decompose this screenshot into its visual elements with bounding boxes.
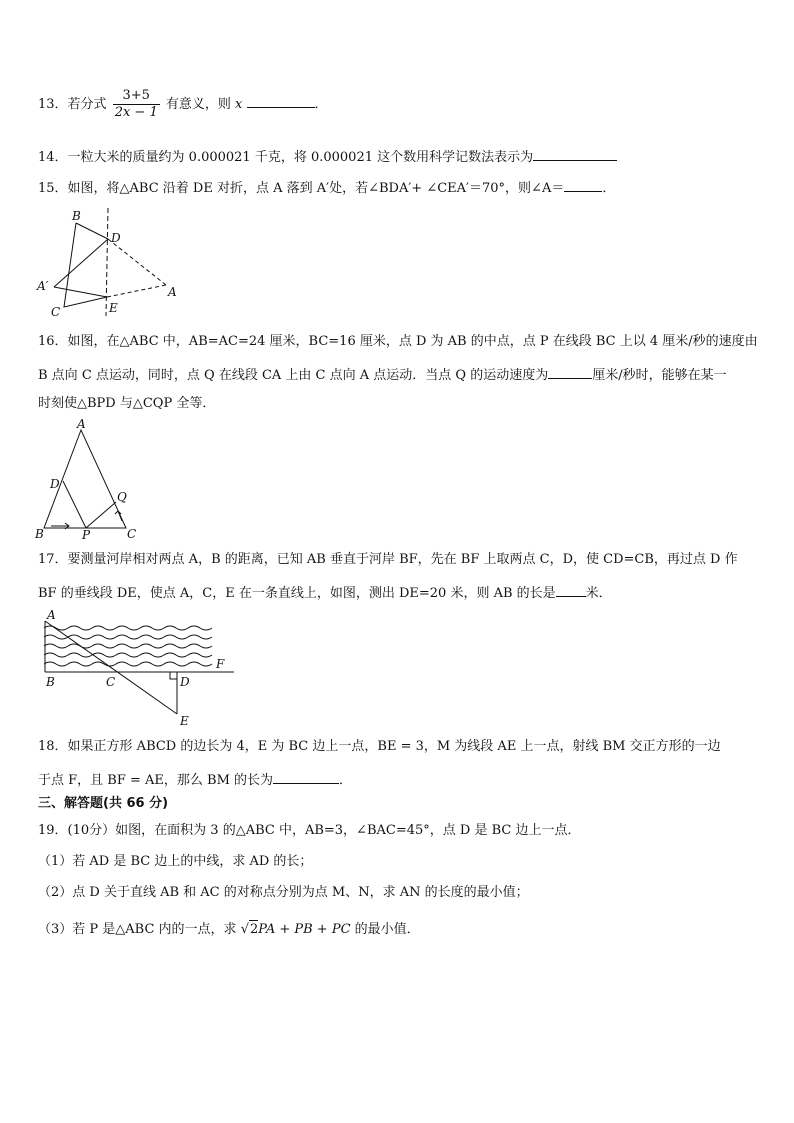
question-16-line-3: [38, 395, 215, 413]
question-18-line-1: [38, 738, 721, 756]
question-16-line-2: [38, 364, 727, 385]
q13-numerator: 3+5: [113, 88, 160, 105]
q17-line2b: 米．: [585, 586, 612, 601]
q15-answer-blank[interactable]: [564, 177, 602, 192]
q15-label-c: C: [51, 305, 61, 319]
q18-line2b: ．: [339, 773, 353, 788]
question-14: [38, 146, 617, 167]
question-15: [38, 177, 615, 198]
q16-line2b: 厘米/秒时，能够在某一: [592, 368, 727, 383]
question-17-line-2: [38, 582, 612, 603]
q15-label-b: B: [72, 209, 81, 223]
question-18-line-2: [38, 769, 352, 790]
q18-line1: 18．如果正方形 ABCD 的边长为 4，E 为 BC 边上一点，BE = 3，M 为线段 AE 上一点，射线 BM 交正方形的一边: [38, 739, 721, 754]
q13-answer-blank[interactable]: [247, 93, 315, 108]
q13-prefix: 13．若分式: [38, 97, 107, 112]
q17-label-d: D: [180, 675, 190, 689]
q15-label-a-prime: A′: [37, 279, 49, 293]
q16-line2a: B 点向 C 点运动，同时，点 Q 在线段 CA 上由 C 点向 A 点运动．当点 Q 的运动速度为: [38, 368, 549, 383]
q19-p1: （1）若 AD 是 BC 边上的中线，求 AD 的长；: [38, 854, 313, 869]
question-19-stem: [38, 822, 580, 840]
q13-suffix: 有意义，则: [165, 97, 231, 112]
q17-label-e: E: [180, 714, 189, 728]
q15-label-e: E: [109, 301, 118, 315]
question-19-part-1: [38, 853, 312, 871]
q18-line2a: 于点 F，且 BF = AE，那么 BM 的长为: [38, 773, 274, 788]
q13-end: ．: [314, 97, 328, 112]
q15-end: ．: [602, 181, 616, 196]
q17-label-a: A: [47, 608, 56, 622]
q17-line1: 17．要测量河岸相对两点 A，B 的距离，已知 AB 垂直于河岸 BF，先在 BF 上取两点 C，D，使 CD=CB，再过点 D 作: [38, 552, 738, 567]
section-3-heading: 三、解答题(共 66 分): [38, 796, 169, 811]
q16-line1: 16．如图，在△ABC 中，AB=AC=24 厘米，BC=16 厘米，点 D 为 AB 的中点，点 P 在线段 BC 上以 4 厘米/秒的速度由: [38, 334, 758, 349]
q15-text: 15．如图，将△ABC 沿着 DE 对折，点 A 落到 A′处，若∠BDA′+ ∠CEA′＝70°，则∠A＝: [38, 181, 565, 196]
question-13: [38, 88, 328, 121]
question-17-line-1: [38, 551, 738, 569]
sqrt-symbol: √: [240, 922, 249, 937]
q16-label-p: P: [82, 528, 91, 542]
q18-answer-blank[interactable]: [273, 769, 339, 784]
river-waves: [44, 626, 212, 666]
q13-fraction: [113, 88, 160, 121]
q17-answer-blank[interactable]: [556, 582, 586, 597]
q16-label-a: A: [77, 418, 86, 431]
q17-label-f: F: [216, 657, 225, 671]
question-16-line-1: [38, 333, 758, 351]
q14-answer-blank[interactable]: [533, 146, 617, 161]
q19-sqrt-arg: 2: [249, 922, 259, 937]
q19-p2: （2）点 D 关于直线 AB 和 AC 的对称点分别为点 M、N，求 AN 的长度的最小值；: [38, 885, 529, 900]
question-19-part-2: [38, 884, 529, 902]
question-19-part-3: [38, 920, 420, 939]
q17-line2a: BF 的垂线段 DE，使点 A，C，E 在一条直线上，如图，测出 DE=20 米，则 AB 的长是: [38, 586, 556, 601]
q14-text: 14．一粒大米的质量约为 0.000021 千克，将 0.000021 这个数用科学记数法表示为: [38, 150, 534, 165]
q15-figure: [34, 208, 194, 320]
q17-label-b: B: [46, 675, 55, 689]
q15-label-a: A: [168, 285, 177, 299]
q19-p3a: （3）若 P 是△ABC 内的一点，求: [38, 922, 237, 937]
q16-label-q: Q: [117, 490, 127, 504]
q17-figure: [34, 606, 244, 730]
q16-label-b: B: [35, 527, 44, 541]
q13-denominator: 2x − 1: [114, 105, 158, 120]
q16-label-d: D: [50, 477, 60, 491]
q17-label-c: C: [106, 675, 116, 689]
q19-p3b: 的最小值．: [354, 922, 420, 937]
q16-answer-blank[interactable]: [548, 364, 592, 379]
q16-figure: [34, 418, 144, 542]
q16-label-c: C: [127, 527, 137, 541]
q19-expression: PA + PB + PC: [258, 922, 351, 937]
q13-var: x: [235, 97, 243, 112]
q15-label-d: D: [111, 231, 121, 245]
q19-stem: 19．(10分）如图，在面积为 3 的△ABC 中，AB=3，∠BAC=45°，点 D 是 BC 边上一点．: [38, 823, 581, 838]
q16-line3: 时刻使△BPD 与△CQP 全等．: [38, 396, 216, 411]
